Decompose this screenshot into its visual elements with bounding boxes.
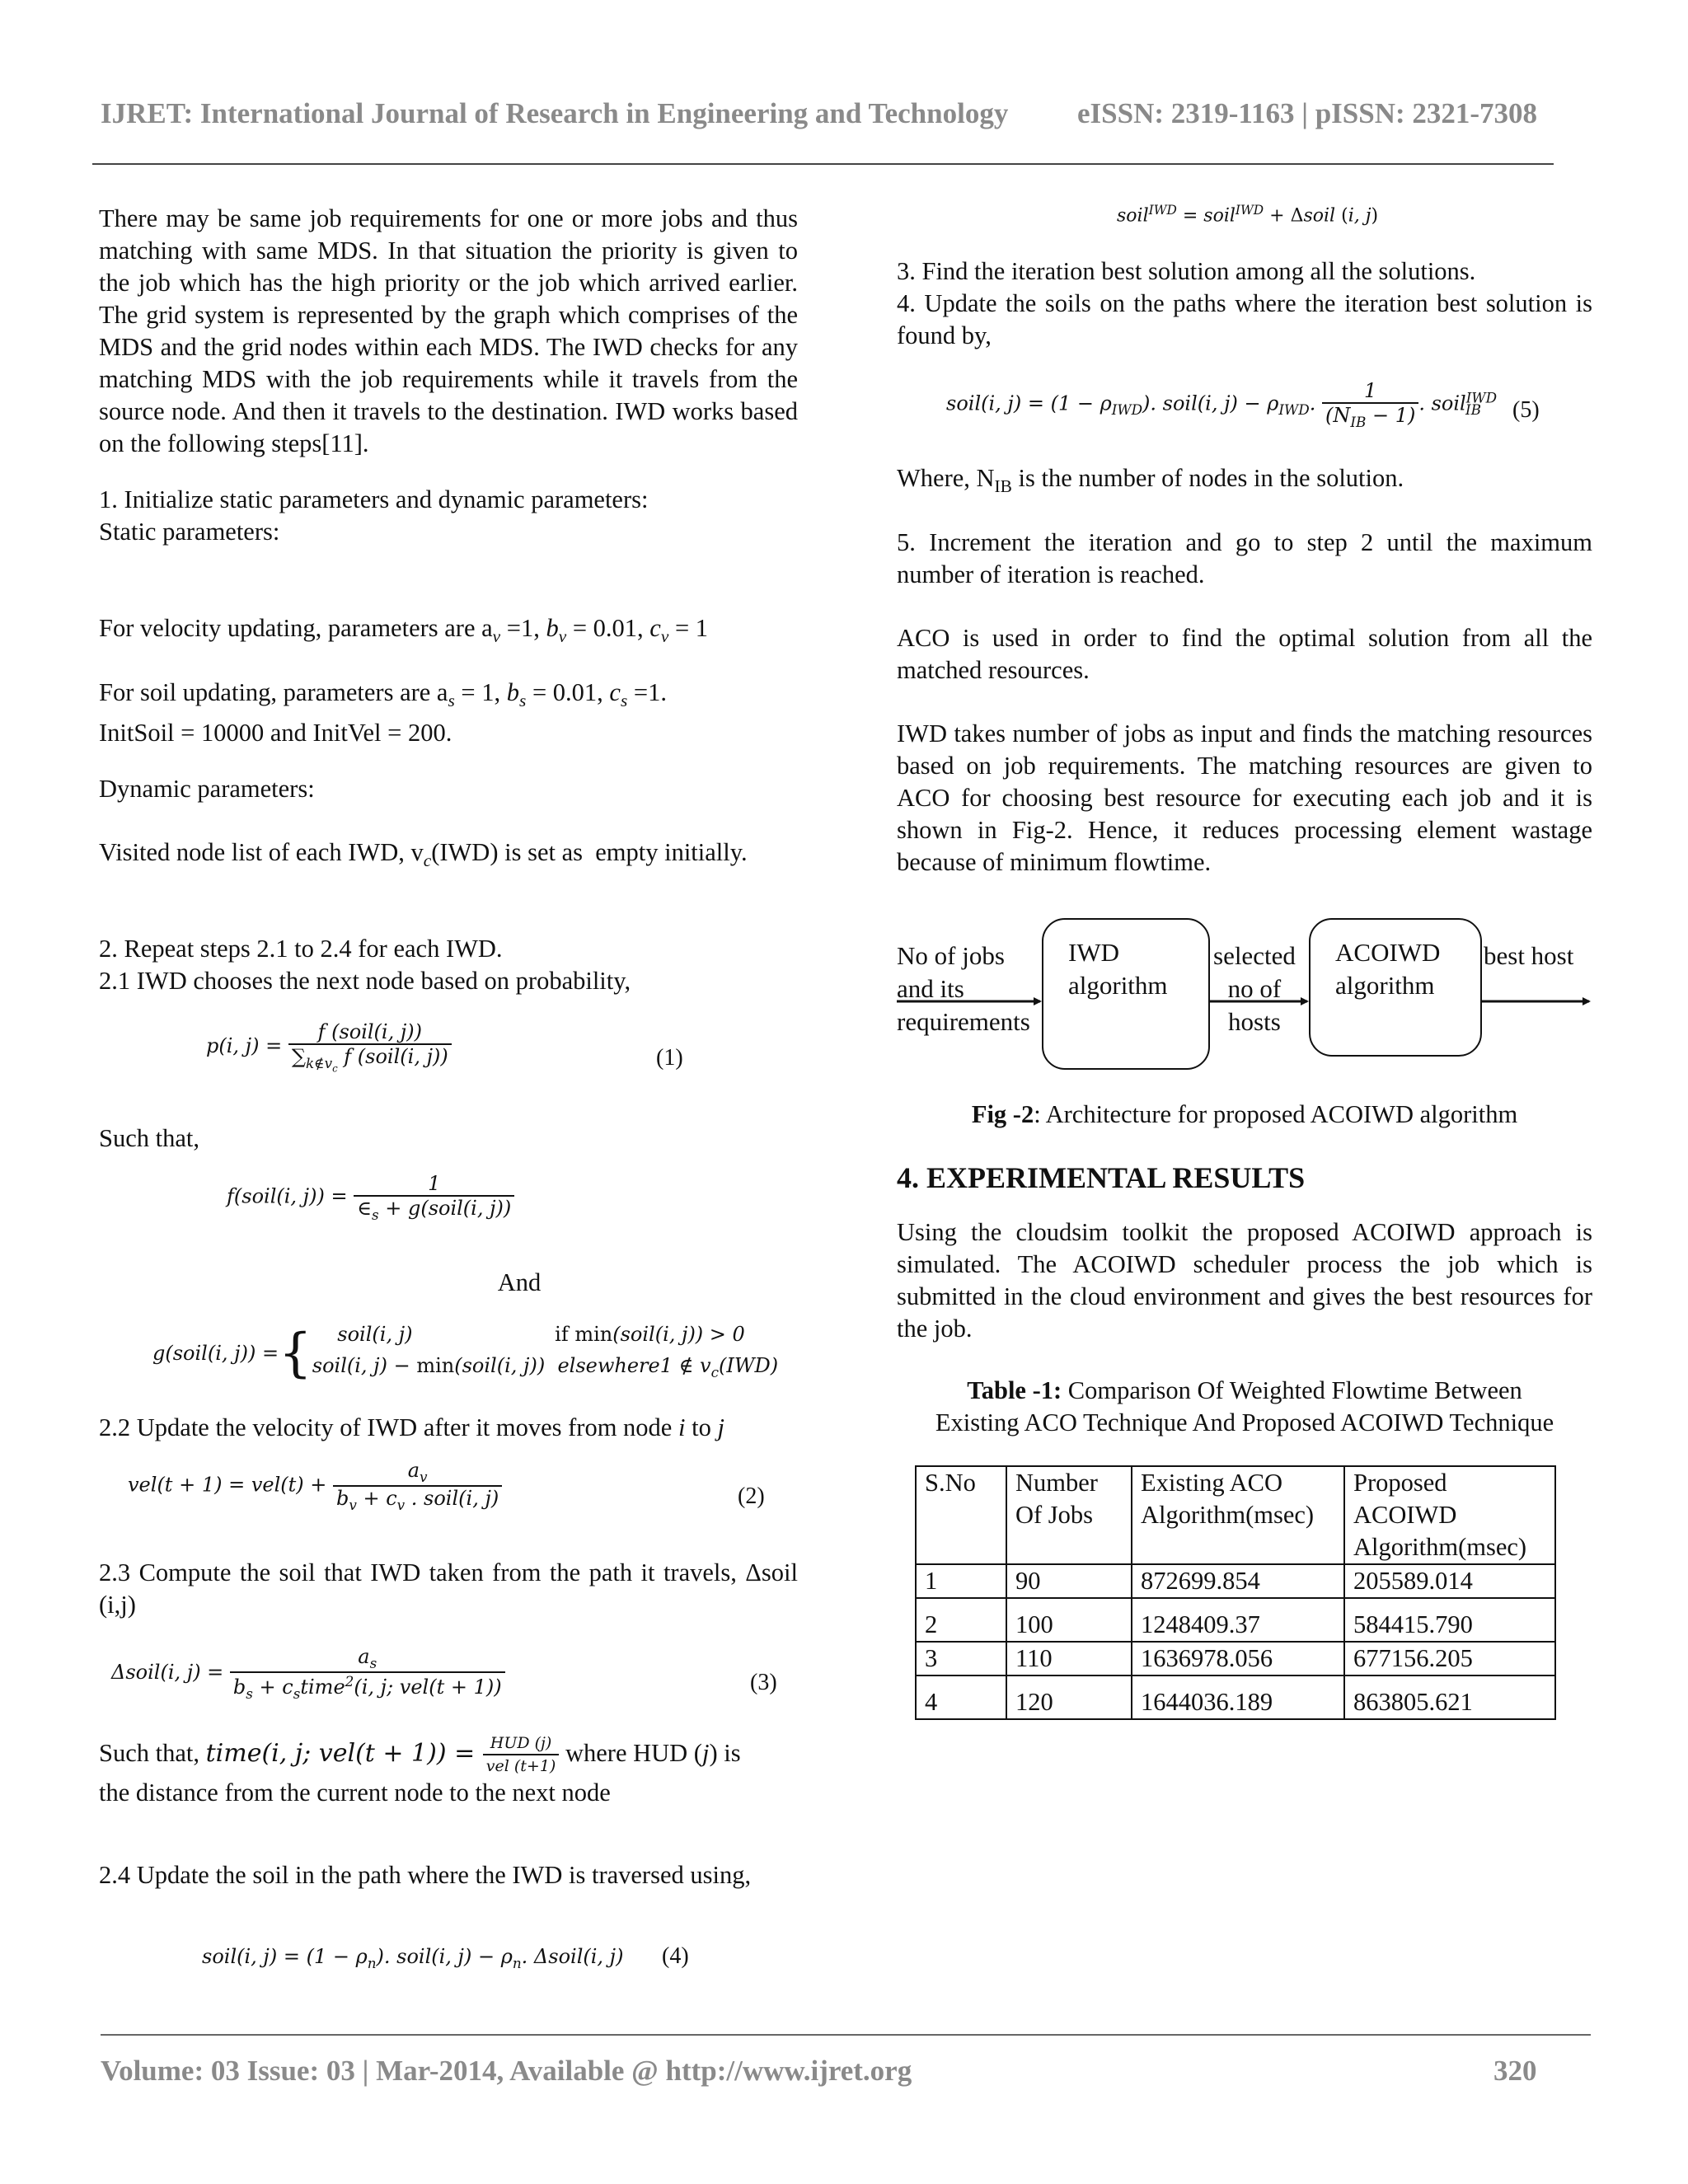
table-row: 3 110 1636978.056 677156.205	[916, 1642, 1555, 1675]
step-2-4: 2.4 Update the soil in the path where the IWD is traversed using,	[99, 1861, 752, 1889]
equation-2-label: (2)	[738, 1483, 765, 1509]
table-header-row	[916, 1466, 1555, 1564]
journal-title: IJRET: International Journal of Research in Engineering and Technology	[101, 97, 1009, 129]
header-proposed: Proposed ACOIWD Algorithm(msec)	[1344, 1466, 1555, 1564]
diagram-input-label: No of jobs and its requirements	[897, 941, 1030, 1036]
aco-paragraph: ACO is used in order to find the optimal solution from all the matched resources.	[897, 624, 1592, 684]
equation-g-soil: g(soil(i, j)) ={ soil(i, j) if min(soil(i, j)) > 0 soil(i, j) − min(soil(i, j)) elsewhere1 ∉ $v_c(IWD)$	[152, 1322, 779, 1384]
page-number: 320	[1493, 2055, 1537, 2087]
diagram-output-label: best host	[1484, 941, 1574, 970]
table-row: 2 100 1248409.37 584415.790	[916, 1598, 1555, 1642]
figure-caption: Fig -2: Architecture for proposed ACOIWD algorithm	[971, 1100, 1518, 1128]
equation-1-label: (1)	[656, 1045, 683, 1071]
table-row: 4 120 1644036.189 863805.621	[916, 1675, 1555, 1719]
dynamic-parameters: Dynamic parameters:	[99, 775, 315, 803]
header-existing: Existing ACO Algorithm(msec)	[1132, 1466, 1344, 1564]
footer-rule	[101, 2034, 1591, 2036]
table-caption: Table -1: Comparison Of Weighted Flowtime Between Existing ACO Technique And Proposed ACOIWD Technique	[935, 1376, 1554, 1436]
velocity-parameters: For velocity updating, parameters are $a_v =1$, $b_v = 0.01$, $c_v = 1$	[99, 614, 709, 647]
iwd-algorithm-label: IWD algorithm	[1068, 938, 1168, 1000]
equation-soil-iwd: soil$^{IWD}$ = soil$^{IWD}$ + Δsoil (i, j)	[1117, 203, 1379, 227]
equation-5-label: (5)	[1512, 397, 1540, 423]
acoiwd-algorithm-label: ACOIWD algorithm	[1335, 938, 1441, 1000]
equation-5: soil(i, $j) = (1 - \rho_{IWD})$. soil(i, $j) - \rho_{IWD}$. $\frac{1}{(N_{IB} - 1)}$ . soil$^{IWD}_{IB}$	[946, 379, 1498, 430]
equation-2: vel(t + 1) = vel(t) + $\frac{a_v}{b_v + c_v . soil(i, j)}$	[128, 1459, 502, 1513]
iwd-paragraph: IWD takes number of jobs as input and finds the matching resources based on job requirements. The matching resources are given to ACO for choosing best resource for executing each job and it is shown in Fig-2. Hence, it reduces processing element wastage because of minimum flowtime.	[897, 719, 1592, 876]
header-sno: S.No	[916, 1466, 1006, 1564]
section-heading: 4. EXPERIMENTAL RESULTS	[897, 1161, 1306, 1194]
equation-3-label: (3)	[750, 1670, 777, 1695]
step-5: 5. Increment the iteration and go to step 2 until the maximum number of iteration is reached.	[897, 528, 1592, 588]
issn: eISSN: 2319-1163 | pISSN: 2321-7308	[1077, 97, 1538, 129]
equation-4-label: (4)	[662, 1943, 689, 1969]
diagram-middle-label: selected no of hosts	[1213, 941, 1296, 1036]
volume-info: Volume: 03 Issue: 03 | Mar-2014, Available @ http://www.ijret.org	[101, 2055, 912, 2087]
and-text: And	[497, 1268, 542, 1296]
where-nib: Where, $N_{IB}$ is the number of nodes in the solution.	[897, 464, 1404, 497]
header-jobs: Number Of Jobs	[1006, 1466, 1132, 1564]
step-3-4: 3. Find the iteration best solution among all the solutions. 4. Update the soils on the paths where the iteration best solution is found by,	[897, 257, 1592, 349]
step-2: 2. Repeat steps 2.1 to 2.4 for each IWD. 2.1 IWD chooses the next node based on probability,	[99, 935, 631, 995]
step-2-2: 2.2 Update the velocity of IWD after it moves from node i to j	[99, 1413, 724, 1441]
equation-f-soil: f(soil(i, j)) = $\frac{1}{\in_s + g(soil(i, j))}$	[227, 1172, 514, 1223]
step-2-3: 2.3 Compute the soil that IWD taken from the path it travels, Δsoil (i,j)	[99, 1558, 798, 1619]
visited-node-list: Visited node list of each IWD, $v_c(IWD)$ is set as empty initially.	[99, 838, 748, 871]
step-1: 1. Initialize static parameters and dynamic parameters: Static parameters:	[99, 485, 649, 546]
such-that: Such that,	[99, 1124, 199, 1152]
equation-1: p(i, j) = $\frac{\text{f (soil(i, j))}}{\sum_{k\notin v_c} f (soil(i, j))}$	[206, 1020, 452, 1074]
such-that-time: Such that, time(i, j; vel(t + 1)) = $\frac{\text{HUD (j)}}{\text{vel (t+1)}}$ where HUD (j) is the distance from the current node to the next node	[99, 1734, 741, 1807]
left-paragraph-intro: There may be same job requirements for one or more jobs and thus matching with same MDS. In that situation the priority is given to the job which has the high priority or the job which arrived earlier. The grid system is represented by the graph which comprises of the MDS and the grid nodes within each MDS. The IWD checks for any matching MDS with the job requirements while it travels from the source node. And then it travels to the destination. IWD works based on the following steps[11].	[99, 204, 798, 457]
table-row: 1 90 872699.854 205589.014	[916, 1564, 1555, 1598]
running-footer	[101, 2055, 1543, 2088]
results-table	[915, 1465, 1556, 1720]
soil-parameters: For soil updating, parameters are $a_s = 1$, $b_s = 0.01$, $c_s =1$. InitSoil = 10000 and InitVel = 200.	[99, 678, 667, 748]
equation-3: Δsoil(i, j) = $\frac{a_s}{b_s + c_stime^2(i, j; vel(t + 1))}$	[111, 1645, 505, 1702]
results-paragraph: Using the cloudsim toolkit the proposed ACOIWD approach is simulated. The ACOIWD scheduler process the job which is submitted in the cloud environment and gives the best resources for the job.	[897, 1218, 1592, 1343]
equation-4: soil(i, $j) = (1 - \rho_n)$. soil(i, $j) - \rho_n$. Δsoil(i, j)	[202, 1945, 624, 1971]
